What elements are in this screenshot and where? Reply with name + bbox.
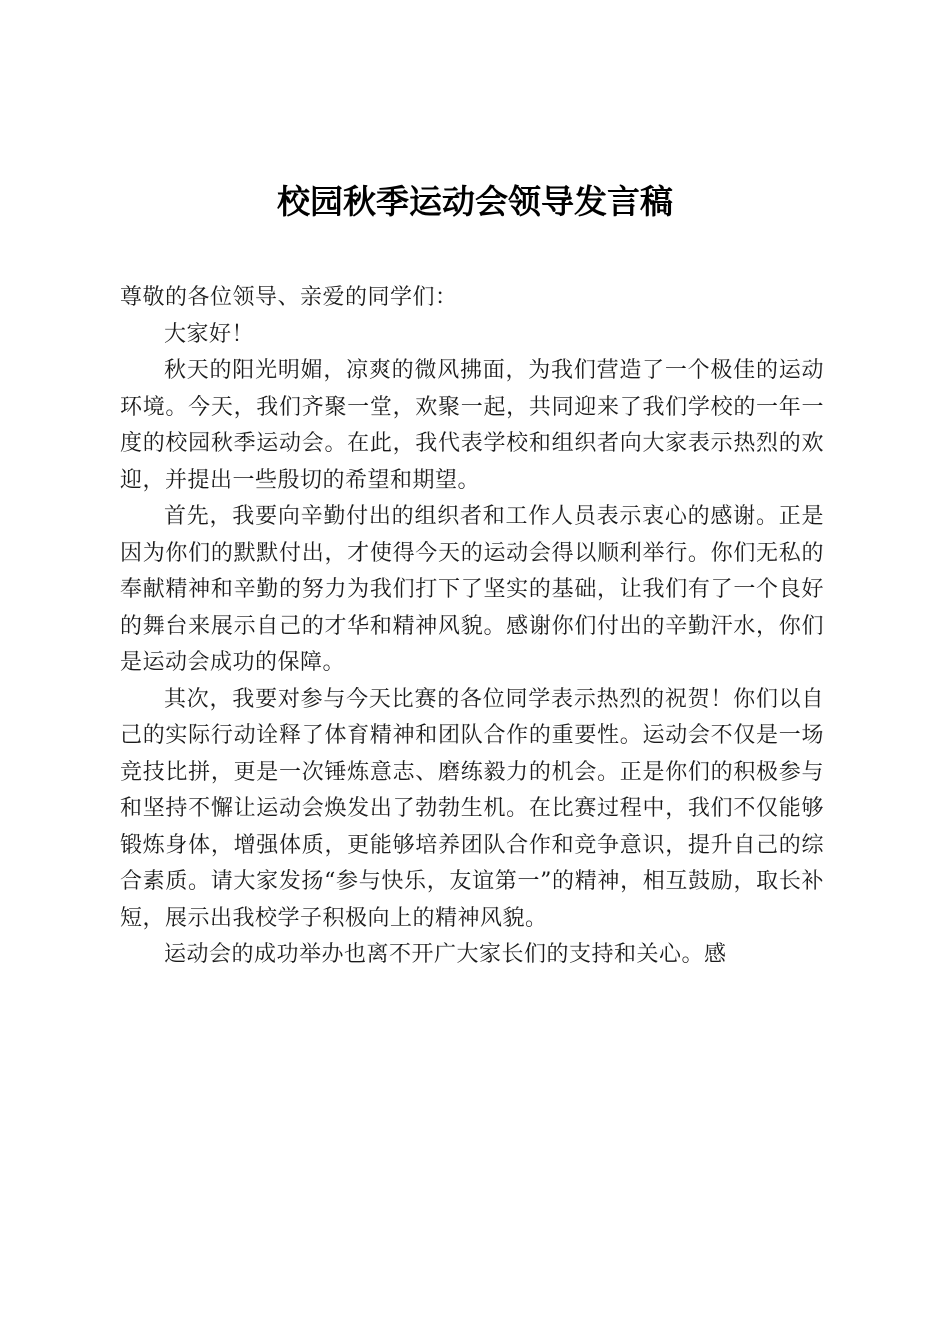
document-title: 校园秋季运动会领导发言稿: [277, 182, 673, 221]
salutation: 尊敬的各位领导、亲爱的同学们：: [120, 285, 458, 310]
greeting: 大家好！: [164, 321, 255, 347]
document-body: [120, 280, 824, 974]
paragraph-3: 其次，我要对参与今天比赛的各位同学表示热烈的祝贺！你们以自己的实际行动诠释了体育精神和团队合作的重要性。运动会不仅是一场竞技比拼，更是一次锤炼意志、磨练毅力的机会。正是你们的积极参与和坚持不懈让运动会焕发出了勃勃生机。在比赛过程中，我们不仅能够锻炼身体，增强体质，更能够培养团队合作和竞争意识，提升自己的综合素质。请大家发扬“参与快乐，友谊第一”的精神，相互鼓励，取长补短，展示出我校学子积极向上的精神风貌。: [120, 686, 824, 931]
paragraph-2: 首先，我要向辛勤付出的组织者和工作人员表示衷心的感谢。正是因为你们的默默付出，才使得今天的运动会得以顺利举行。你们无私的奉献精神和辛勤的努力为我们打下了坚实的基础，让我们有了一个良好的舞台来展示自己的才华和精神风貌。感谢你们付出的辛勤汗水，你们是运动会成功的保障。: [120, 504, 824, 675]
paragraph-4: 运动会的成功举办也离不开广大家长们的支持和关心。感: [164, 942, 727, 967]
paragraph-1: 秋天的阳光明媚，凉爽的微风拂面，为我们营造了一个极佳的运动环境。今天，我们齐聚一堂，欢聚一起，共同迎来了我们学校的一年一度的校园秋季运动会。在此，我代表学校和组织者向大家表示热烈的欢迎，并提出一些殷切的希望和期望。: [120, 358, 824, 493]
